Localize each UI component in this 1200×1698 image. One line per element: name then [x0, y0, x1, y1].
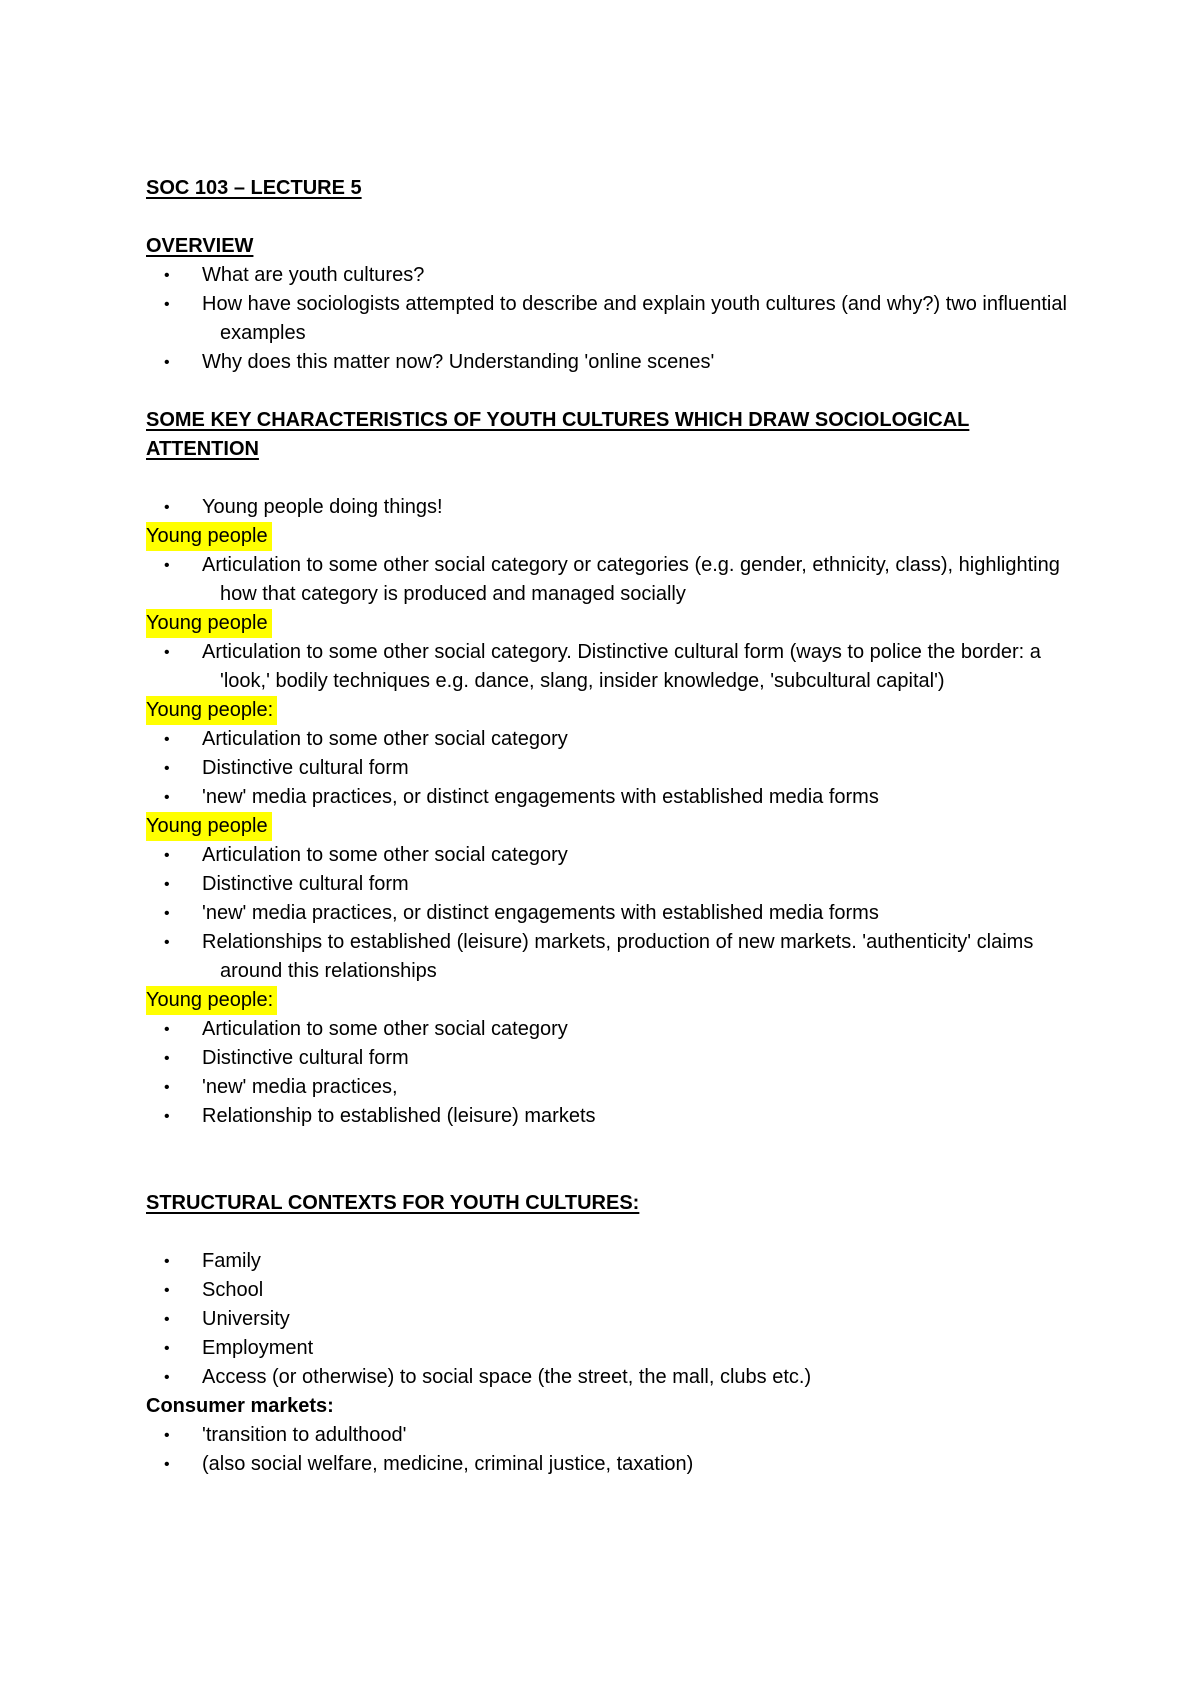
list-item: • 'new' media practices, or distinct engagements with established media forms: [146, 783, 1076, 812]
list-item: • Family: [146, 1247, 1076, 1276]
group-label-highlight: Young people:: [146, 696, 277, 725]
list-item: • School: [146, 1276, 1076, 1305]
bullet-icon: •: [164, 1427, 170, 1444]
structural-heading: STRUCTURAL CONTEXTS FOR YOUTH CULTURES:: [146, 1192, 640, 1214]
list-item: • Relationships to established (leisure) markets, production of new markets. 'authenticity' claims around this relationships: [146, 928, 1076, 986]
list-item: • Distinctive cultural form: [146, 870, 1076, 899]
group: [146, 696, 1076, 812]
bullet-icon: •: [164, 296, 170, 313]
document-title: SOC 103 – LECTURE 5: [146, 177, 362, 199]
group: [146, 522, 1076, 609]
intro-list: [146, 493, 1076, 522]
bullet-icon: •: [164, 789, 170, 806]
overview-list: [146, 261, 1076, 377]
spacer: [146, 464, 1076, 493]
list-item: • Articulation to some other social category: [146, 1015, 1076, 1044]
list-item: • Access (or otherwise) to social space (the street, the mall, clubs etc.): [146, 1363, 1076, 1392]
group: [146, 812, 1076, 986]
overview-heading: OVERVIEW: [146, 235, 254, 257]
list-item: • University: [146, 1305, 1076, 1334]
bullet-icon: •: [164, 267, 170, 284]
group-label-highlight: Young people: [146, 522, 272, 551]
list-item: • 'new' media practices, or distinct engagements with established media forms: [146, 899, 1076, 928]
bullet-icon: •: [164, 557, 170, 574]
characteristics-section: [146, 406, 1076, 1131]
bullet-icon: •: [164, 1456, 170, 1473]
group-list: [146, 725, 1076, 812]
list-item: • Distinctive cultural form: [146, 1044, 1076, 1073]
bullet-icon: •: [164, 1253, 170, 1270]
bullet-icon: •: [164, 1311, 170, 1328]
list-item: • Young people doing things!: [146, 493, 1076, 522]
bullet-icon: •: [164, 1369, 170, 1386]
spacer: [146, 1131, 1076, 1160]
bullet-icon: •: [164, 1282, 170, 1299]
bullet-icon: •: [164, 354, 170, 371]
group-list: [146, 841, 1076, 986]
bullet-icon: •: [164, 876, 170, 893]
spacer: [146, 1218, 1076, 1247]
list-item: • Articulation to some other social category. Distinctive cultural form (ways to police the border: a 'look,' bodily techniques e.g. dance, slang, insider knowledge, 'subcultural capital'): [146, 638, 1076, 696]
list-item: • Distinctive cultural form: [146, 754, 1076, 783]
list-item: • Articulation to some other social category or categories (e.g. gender, ethnicity, class), highlighting how that category is produced and managed socially: [146, 551, 1076, 609]
list-item: • 'transition to adulthood': [146, 1421, 1076, 1450]
structural-list: [146, 1247, 1076, 1392]
list-item: • Employment: [146, 1334, 1076, 1363]
group-label-highlight: Young people: [146, 812, 272, 841]
list-item: • (also social welfare, medicine, criminal justice, taxation): [146, 1450, 1076, 1479]
characteristics-heading: SOME KEY CHARACTERISTICS OF YOUTH CULTURES WHICH DRAW SOCIOLOGICAL ATTENTION: [146, 409, 970, 460]
bullet-icon: •: [164, 644, 170, 661]
group-label-highlight: Young people:: [146, 986, 277, 1015]
bullet-icon: •: [164, 1050, 170, 1067]
bullet-icon: •: [164, 1021, 170, 1038]
group-list: [146, 551, 1076, 609]
list-item: • Relationship to established (leisure) markets: [146, 1102, 1076, 1131]
bullet-icon: •: [164, 1079, 170, 1096]
list-item: • Articulation to some other social category: [146, 725, 1076, 754]
list-item: • Articulation to some other social category: [146, 841, 1076, 870]
bullet-icon: •: [164, 499, 170, 516]
bullet-icon: •: [164, 847, 170, 864]
group-list: [146, 638, 1076, 696]
list-item: • 'new' media practices,: [146, 1073, 1076, 1102]
list-item: • How have sociologists attempted to describe and explain youth cultures (and why?) two influential examples: [146, 290, 1076, 348]
spacer: [146, 377, 1076, 406]
spacer: [146, 1160, 1076, 1189]
list-item: • Why does this matter now? Understanding 'online scenes': [146, 348, 1076, 377]
document-page: [146, 174, 1076, 1479]
bullet-icon: •: [164, 731, 170, 748]
group-list: [146, 1015, 1076, 1131]
bullet-icon: •: [164, 760, 170, 777]
consumer-markets-label: Consumer markets:: [146, 1395, 334, 1417]
overview-section: [146, 232, 1076, 377]
group: [146, 609, 1076, 696]
group-label-highlight: Young people: [146, 609, 272, 638]
bullet-icon: •: [164, 934, 170, 951]
spacer: [146, 203, 1076, 232]
bullet-icon: •: [164, 905, 170, 922]
list-item: • What are youth cultures?: [146, 261, 1076, 290]
bullet-icon: •: [164, 1340, 170, 1357]
consumer-list: [146, 1421, 1076, 1479]
bullet-icon: •: [164, 1108, 170, 1125]
structural-section: [146, 1189, 1076, 1479]
group: [146, 986, 1076, 1131]
